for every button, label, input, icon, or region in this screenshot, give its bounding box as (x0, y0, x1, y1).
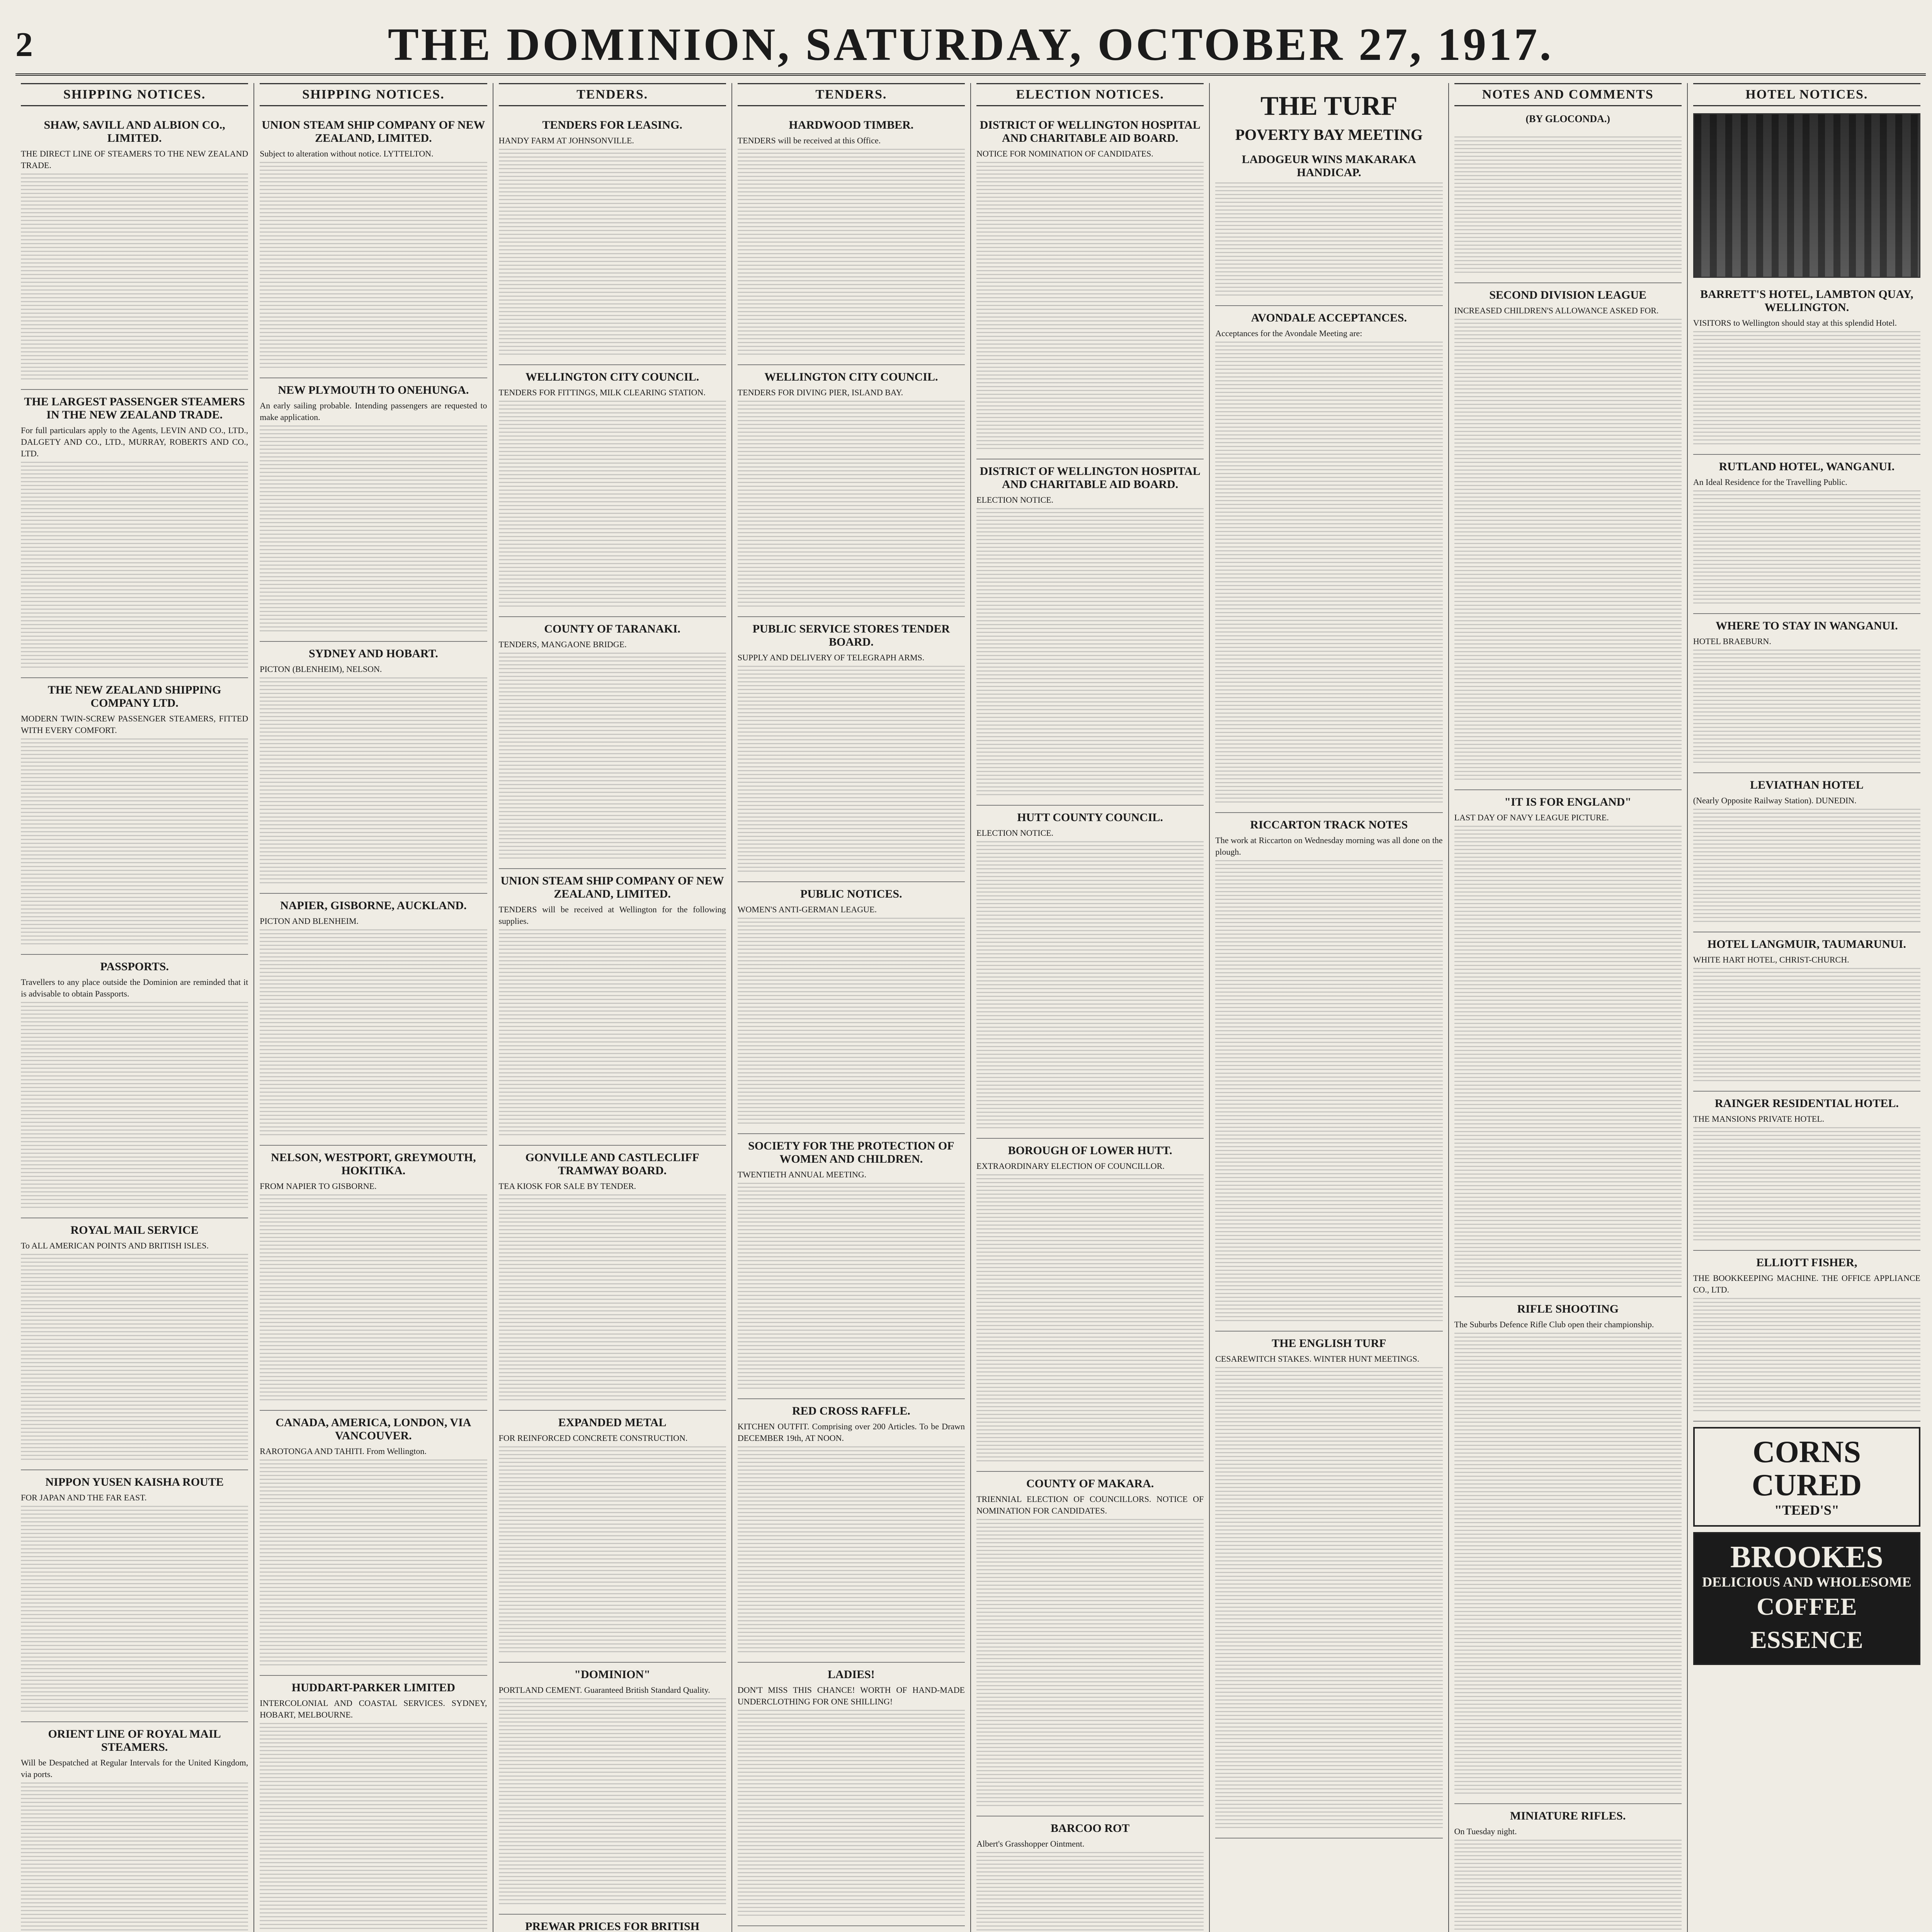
notice (21, 1218, 248, 1470)
notice-body: RAROTONGA AND TAHITI. From Wellington. (260, 1446, 427, 1456)
notice (21, 113, 248, 390)
column-heading: NOTES AND COMMENTS (1454, 83, 1682, 106)
notice-body: (Nearly Opposite Railway Station). DUNEDIN. (1693, 796, 1857, 805)
notice-heading: "IT IS FOR ENGLAND" (1504, 796, 1631, 808)
notice (1693, 282, 1920, 455)
notice (1454, 790, 1682, 1297)
notice-heading: UNION STEAM SHIP COMPANY OF NEW ZEALAND, LIMITED. (262, 119, 485, 145)
notice (1215, 1332, 1442, 1838)
notice-heading: WELLINGTON CITY COUNCIL. (525, 371, 699, 383)
notice-body: ELECTION NOTICE. (976, 828, 1054, 838)
notice-heading: AVONDALE ACCEPTANCES. (1251, 311, 1407, 324)
notice-body: VISITORS to Wellington should stay at this splendid Hotel. (1693, 318, 1897, 328)
notice-list (1693, 282, 1920, 1422)
notice-body: WHITE HART HOTEL, CHRIST-CHURCH. (1693, 955, 1849, 964)
notice (499, 1663, 726, 1915)
notice (738, 365, 965, 617)
notice-heading: DISTRICT OF WELLINGTON HOSPITAL AND CHARITABLE AID BOARD. (980, 119, 1201, 145)
notice-body: An early sailing probable. Intending passengers are requested to make application. (260, 401, 487, 422)
brookes-advert: BROOKES DELICIOUS AND WHOLESOME COFFEE ESSENCE (1693, 1532, 1920, 1665)
notice (1693, 932, 1920, 1092)
notice (499, 1146, 726, 1411)
column-heading: SHIPPING NOTICES. (260, 83, 487, 106)
notice-body: HANDY FARM AT JOHNSONVILLE. (498, 136, 634, 145)
notice (499, 617, 726, 869)
notice-body: Acceptances for the Avondale Meeting are: (1215, 328, 1362, 338)
column-election (971, 83, 1210, 1932)
notice-heading: THE LARGEST PASSENGER STEAMERS IN THE NEW ZEALAND TRADE. (24, 395, 245, 421)
notice-body: The work at Riccarton on Wednesday morning was all done on the plough. (1215, 835, 1443, 857)
notice-heading: COUNTY OF MAKARA. (1026, 1477, 1154, 1490)
notice-heading: RIFLE SHOOTING (1517, 1303, 1619, 1315)
column-tenders-1 (493, 83, 732, 1932)
notice (260, 113, 487, 378)
notice-body: TENDERS will be received at Wellington for the following supplies. (498, 905, 726, 926)
notice-body: MODERN TWIN-SCREW PASSENGER STEAMERS, FITTED WITH EVERY COMFORT. (21, 714, 248, 735)
column-hotels (1688, 83, 1926, 1932)
corns-advert: CORNS CURED "TEED'S" (1693, 1427, 1920, 1527)
notice-body: Travellers to any place outside the Dominion are reminded that it is advisable to obtain Passports. (21, 977, 248, 998)
notice-body: To ALL AMERICAN POINTS AND BRITISH ISLES. (21, 1241, 209, 1250)
notice (1693, 455, 1920, 614)
column-notes (1449, 83, 1688, 1932)
notice-body: Will be Despatched at Regular Intervals for the United Kingdom, via ports. (21, 1758, 248, 1779)
column-heading: ELECTION NOTICES. (976, 83, 1204, 106)
notice-body: INTERCOLONIAL AND COASTAL SERVICES. SYDNEY, HOBART, MELBOURNE. (260, 1698, 487, 1719)
notice-body: The Suburbs Defence Rifle Club open their championship. (1454, 1320, 1654, 1329)
notice-body: THE DIRECT LINE OF STEAMERS TO THE NEW ZEALAND TRADE. (21, 149, 248, 170)
notice (976, 1139, 1204, 1472)
column-heading: HOTEL NOTICES. (1693, 83, 1920, 106)
notice (21, 678, 248, 955)
notice-heading: ORIENT LINE OF ROYAL MAIL STEAMERS. (48, 1728, 221, 1753)
column-shipping-2 (254, 83, 493, 1932)
notice (21, 955, 248, 1218)
notice-heading: ELLIOTT FISHER, (1756, 1256, 1857, 1269)
notice-heading: HUTT COUNTY COUNCIL. (1017, 811, 1163, 824)
column-heading: TENDERS. (499, 83, 726, 106)
paper-title: THE DOMINION, SATURDAY, OCTOBER 27, 1917. (388, 19, 1554, 70)
newspaper-page (15, 15, 1926, 1932)
notice-body: Albert's Grasshopper Ointment. (976, 1839, 1085, 1849)
notice-body: For full particulars apply to the Agents, LEVIN AND CO., LTD., DALGETY AND CO., LTD., MURRAY, ROBERTS AND CO., LTD. (21, 425, 248, 458)
notice (976, 1472, 1204, 1816)
notice-heading: PREWAR PRICES FOR BRITISH (525, 1920, 700, 1932)
notice-body: On Tuesday night. (1454, 1827, 1517, 1836)
notice (738, 1399, 965, 1663)
notice (1693, 1251, 1920, 1422)
notice (976, 806, 1204, 1139)
notice-body: TENDERS, MANGAONE BRIDGE. (498, 639, 627, 649)
notice (260, 1146, 487, 1411)
notice (499, 869, 726, 1146)
notice-heading: THE NEW ZEALAND SHIPPING COMPANY LTD. (48, 684, 221, 709)
notice (1693, 614, 1920, 773)
notice-heading: UNION STEAM SHIP COMPANY OF NEW ZEALAND, LIMITED. (500, 874, 724, 900)
notice-heading: HUDDART-PARKER LIMITED (291, 1681, 455, 1694)
notice (499, 113, 726, 365)
notice (1454, 1297, 1682, 1804)
notice (738, 113, 965, 365)
notice-body: PORTLAND CEMENT. Guaranteed British Standard Quality. (498, 1685, 710, 1695)
column-heading: SHIPPING NOTICES. (21, 83, 248, 106)
notice-heading: BARCOO ROT (1051, 1822, 1130, 1835)
notice-body: DON'T MISS THIS CHANCE! WORTH OF HAND-MADE UNDERCLOTHING FOR ONE SHILLING! (737, 1685, 965, 1706)
notice-body: NOTICE FOR NOMINATION OF CANDIDATES. (976, 149, 1153, 158)
notice-list (499, 113, 726, 1932)
notice (260, 378, 487, 642)
notice-body: EXTRAORDINARY ELECTION OF COUNCILLOR. (976, 1161, 1165, 1171)
notice-heading: RICCARTON TRACK NOTES (1250, 818, 1408, 831)
notice (1454, 1804, 1682, 1932)
notice (260, 894, 487, 1146)
notice-heading: PUBLIC NOTICES. (800, 888, 902, 900)
column-shipping-1 (15, 83, 254, 1932)
notice-heading: GONVILLE AND CASTLECLIFF TRAMWAY BOARD. (525, 1151, 699, 1177)
column-turf (1210, 83, 1449, 1932)
notice-body: Subject to alteration without notice. LYTTELTON. (260, 149, 434, 158)
notice-body: ELECTION NOTICE. (976, 495, 1054, 505)
notice-body: TENDERS FOR FITTINGS, MILK CLEARING STATION. (498, 388, 706, 397)
notice (976, 113, 1204, 459)
notice-heading: RAINGER RESIDENTIAL HOTEL. (1714, 1097, 1899, 1110)
notice (499, 1411, 726, 1663)
notice-body: TEA KIOSK FOR SALE BY TENDER. (498, 1181, 636, 1191)
notice (1215, 813, 1442, 1332)
notice (21, 390, 248, 678)
notice-body: TENDERS FOR DIVING PIER, ISLAND BAY. (737, 388, 903, 397)
notice-body: THE BOOKKEEPING MACHINE. THE OFFICE APPLIANCE CO., LTD. (1693, 1273, 1920, 1294)
notice (738, 882, 965, 1134)
page-number: 2 (15, 25, 33, 64)
notice-heading: PUBLIC SERVICE STORES TENDER BOARD. (752, 622, 950, 648)
notice-body: KITCHEN OUTFIT. Comprising over 200 Articles. To be Drawn DECEMBER 19th, AT NOON. (737, 1422, 965, 1443)
notice-heading: SOCIETY FOR THE PROTECTION OF WOMEN AND CHILDREN. (748, 1139, 954, 1165)
section-title: THE TURF (1260, 91, 1398, 121)
notice-heading: NIPPON YUSEN KAISHA ROUTE (45, 1476, 224, 1488)
notice-body: WOMEN'S ANTI-GERMAN LEAGUE. (737, 905, 877, 914)
notice-body: TWENTIETH ANNUAL MEETING. (737, 1170, 867, 1179)
notice (499, 1915, 726, 1932)
column-heading: TENDERS. (738, 83, 965, 106)
notice-body: TENDERS will be received at this Office. (737, 136, 881, 145)
notice (976, 459, 1204, 806)
notice-heading: LEVIATHAN HOTEL (1750, 779, 1864, 791)
notice-heading: PASSPORTS. (100, 960, 169, 973)
notice-heading: RUTLAND HOTEL, WANGANUI. (1719, 460, 1895, 473)
notice-heading: WELLINGTON CITY COUNCIL. (764, 371, 938, 383)
column-tenders-2 (732, 83, 971, 1932)
notice-heading: SHAW, SAVILL AND ALBION CO., LIMITED. (44, 119, 225, 145)
notice-heading: SYDNEY AND HOBART. (308, 647, 438, 660)
notice (260, 1411, 487, 1676)
notice-heading: TENDERS FOR LEASING. (542, 119, 682, 131)
notice-body: An Ideal Residence for the Travelling Public. (1693, 477, 1847, 487)
notice (738, 1663, 965, 1926)
notice (21, 1722, 248, 1932)
notice-heading: NEW PLYMOUTH TO ONEHUNGA. (278, 384, 469, 396)
notice-heading: THE ENGLISH TURF (1272, 1337, 1386, 1350)
notice-body: FOR REINFORCED CONCRETE CONSTRUCTION. (498, 1433, 688, 1443)
notice (1693, 1092, 1920, 1251)
notice-body: THE MANSIONS PRIVATE HOTEL. (1693, 1114, 1825, 1124)
notice (738, 617, 965, 882)
notice-body: SUPPLY AND DELIVERY OF TELEGRAPH ARMS. (737, 653, 925, 662)
notice-heading: SECOND DIVISION LEAGUE (1489, 289, 1646, 301)
notice (1454, 283, 1682, 790)
notice-heading: HOTEL LANGMUIR, TAUMARUNUI. (1707, 938, 1906, 951)
notice-heading: EXPANDED METAL (558, 1416, 667, 1429)
notice-heading: DISTRICT OF WELLINGTON HOSPITAL AND CHARITABLE AID BOARD. (980, 465, 1201, 491)
notice-list (260, 113, 487, 1932)
byline: (BY GLOCONDA.) (1526, 113, 1610, 124)
hotel-illustration (1693, 113, 1920, 278)
notice (499, 365, 726, 617)
notice-heading: MINIATURE RIFLES. (1510, 1810, 1626, 1822)
notice (21, 1470, 248, 1722)
notice-heading: CANADA, AMERICA, LONDON, VIA VANCOUVER. (276, 1416, 471, 1442)
notice-body: PICTON AND BLENHEIM. (260, 916, 359, 926)
notice (1215, 306, 1442, 813)
notice (260, 642, 487, 894)
notice-heading: NAPIER, GISBORNE, AUCKLAND. (280, 899, 467, 912)
notice (738, 1926, 965, 1932)
notice-list (976, 113, 1204, 1932)
notice-heading: RED CROSS RAFFLE. (792, 1405, 910, 1417)
notice-body: FROM NAPIER TO GISBORNE. (260, 1181, 377, 1191)
notice-heading: BARRETT'S HOTEL, LAMBTON QUAY, WELLINGTON. (1700, 288, 1913, 314)
notice-heading: "DOMINION" (574, 1668, 650, 1681)
notice-body: PICTON (BLENHEIM), NELSON. (260, 664, 382, 674)
notice-heading: HARDWOOD TIMBER. (789, 119, 914, 131)
lead-headline: POVERTY BAY MEETING (1235, 126, 1423, 143)
notice (738, 1134, 965, 1399)
notice-heading: COUNTY OF TARANAKI. (544, 622, 680, 635)
notice-list (1454, 283, 1682, 1932)
notice-body: HOTEL BRAEBURN. (1693, 636, 1771, 646)
notice-heading: WHERE TO STAY IN WANGANUI. (1716, 619, 1898, 632)
notice-body: FOR JAPAN AND THE FAR EAST. (21, 1493, 147, 1502)
notice-body: CESAREWITCH STAKES. WINTER HUNT MEETINGS. (1215, 1354, 1420, 1364)
lead-subheadline: LADOGEUR WINS MAKARAKA HANDICAP. (1215, 148, 1442, 306)
notice-list (21, 113, 248, 1932)
notice-list (738, 113, 965, 1932)
notice-body: LAST DAY OF NAVY LEAGUE PICTURE. (1454, 813, 1609, 822)
columns (15, 83, 1926, 1932)
notice-heading: LADIES! (828, 1668, 875, 1681)
notice-list (1215, 306, 1442, 1838)
notice-body: INCREASED CHILDREN'S ALLOWANCE ASKED FOR. (1454, 306, 1659, 315)
notice (1693, 773, 1920, 932)
notice-body: TRIENNIAL ELECTION OF COUNCILLORS. NOTICE OF NOMINATION FOR CANDIDATES. (976, 1494, 1204, 1515)
notice-heading: NELSON, WESTPORT, GREYMOUTH, HOKITIKA. (271, 1151, 476, 1177)
notice (976, 1816, 1204, 1932)
notice-heading: ROYAL MAIL SERVICE (70, 1224, 199, 1236)
notice-heading: BOROUGH OF LOWER HUTT. (1008, 1144, 1172, 1157)
masthead (15, 15, 1926, 76)
notice (260, 1676, 487, 1932)
